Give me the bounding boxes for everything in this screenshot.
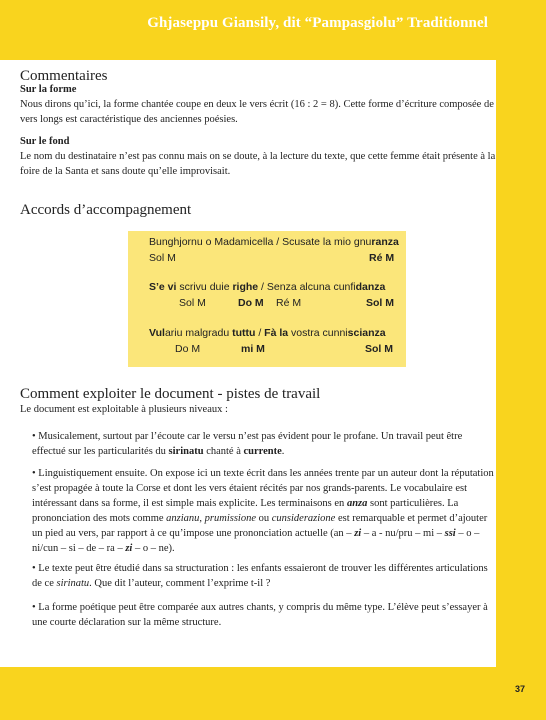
bullet-musicalement: • Musicalement, surtout par l’écoute car le versu n’est pas évident pour le profane. Un travail peut être effectué sur les particularités du sirinatu chanté à currente. [32,431,463,457]
chord-2-sol: Sol M [179,297,206,309]
subheading-sur-la-forme: Sur la forme [20,84,77,95]
right-margin-band [496,0,546,720]
chord-2-do: Do M [238,297,264,309]
footer-band [0,667,546,720]
lyric-line-1: Bunghjornu o Madamicella / Scusate la mio gnuranza [149,236,399,248]
running-header-title: Ghjaseppu Giansily, dit “Pampasgiolu” Traditionnel [147,15,488,31]
chord-2-re: Ré M [276,297,302,309]
lyric-line-2: S’e vi scrivu duie righe / Senza alcuna cunfidanza [149,281,386,293]
bullet-linguistiquement: • Linguistiquement ensuite. On expose ici un texte écrit dans les années trente par un auteur dont la réputation s’est propagée à toute la Corse et dont les vers étaient récités par nos grands-parents. Le vocabulaire est intéressant dans sa forme, il est simple mais explicite. Les terminaisons en anza sont particulières. La prononciation des mots comme anzianu, prumissione ou cunsiderazione est remarquable et permet d’ajouter un pied au vers, par rapport à ce qu’impose une prononciation actuelle (an – zi – a - nu/pru – mi – ssi – o – ni/cun – si – de – ra – zi – o – ne). [32,468,494,554]
paragraph-fond: Le nom du destinataire n’est pas connu mais on se doute, à la lecture du texte, que cette femme était présente à la foire de la Santa et sans doute qu’elle improvisait. [20,151,496,177]
chord-3-sol: Sol M [365,343,393,355]
chord-box [128,231,406,367]
lyric-line-3: Vulariu malgradu tuttu / Fà la vostra cunniscianza [149,327,386,339]
page-content [20,60,496,667]
bullet-forme-poetique: • La forme poétique peut être comparée aux autres chants, y compris du même type. L’élève peut s’essayer à une courte déclaration sur la même structure. [32,602,488,628]
chord-1-sol: Sol M [149,252,176,264]
section-heading-accords: Accords d’accompagnement [20,202,192,218]
section-heading-commentaires: Commentaires [20,68,108,84]
chord-1-re: Ré M [369,252,395,264]
page-number: 37 [514,684,525,694]
bullet-structuration: • Le texte peut être étudié dans sa structuration : les enfants essaieront de trouver les différentes articulations de ce sirinatu. Que dit l’auteur, comment l’exprime t-il ? [32,563,488,589]
section-heading-exploiter: Comment exploiter le document - pistes de travail [20,386,321,402]
chord-3-do: Do M [175,343,201,355]
paragraph-intro: Le document est exploitable à plusieurs niveaux : [20,404,228,415]
chord-2-sol-end: Sol M [366,297,394,309]
chord-3-mi: mi M [241,343,265,355]
subheading-sur-le-fond: Sur le fond [20,136,70,147]
paragraph-forme: Nous dirons qu’ici, la forme chantée coupe en deux le vers écrit (16 : 2 = 8). Cette forme d’écriture composée de vers longs est caractéristique des anciennes poésies. [20,99,494,125]
